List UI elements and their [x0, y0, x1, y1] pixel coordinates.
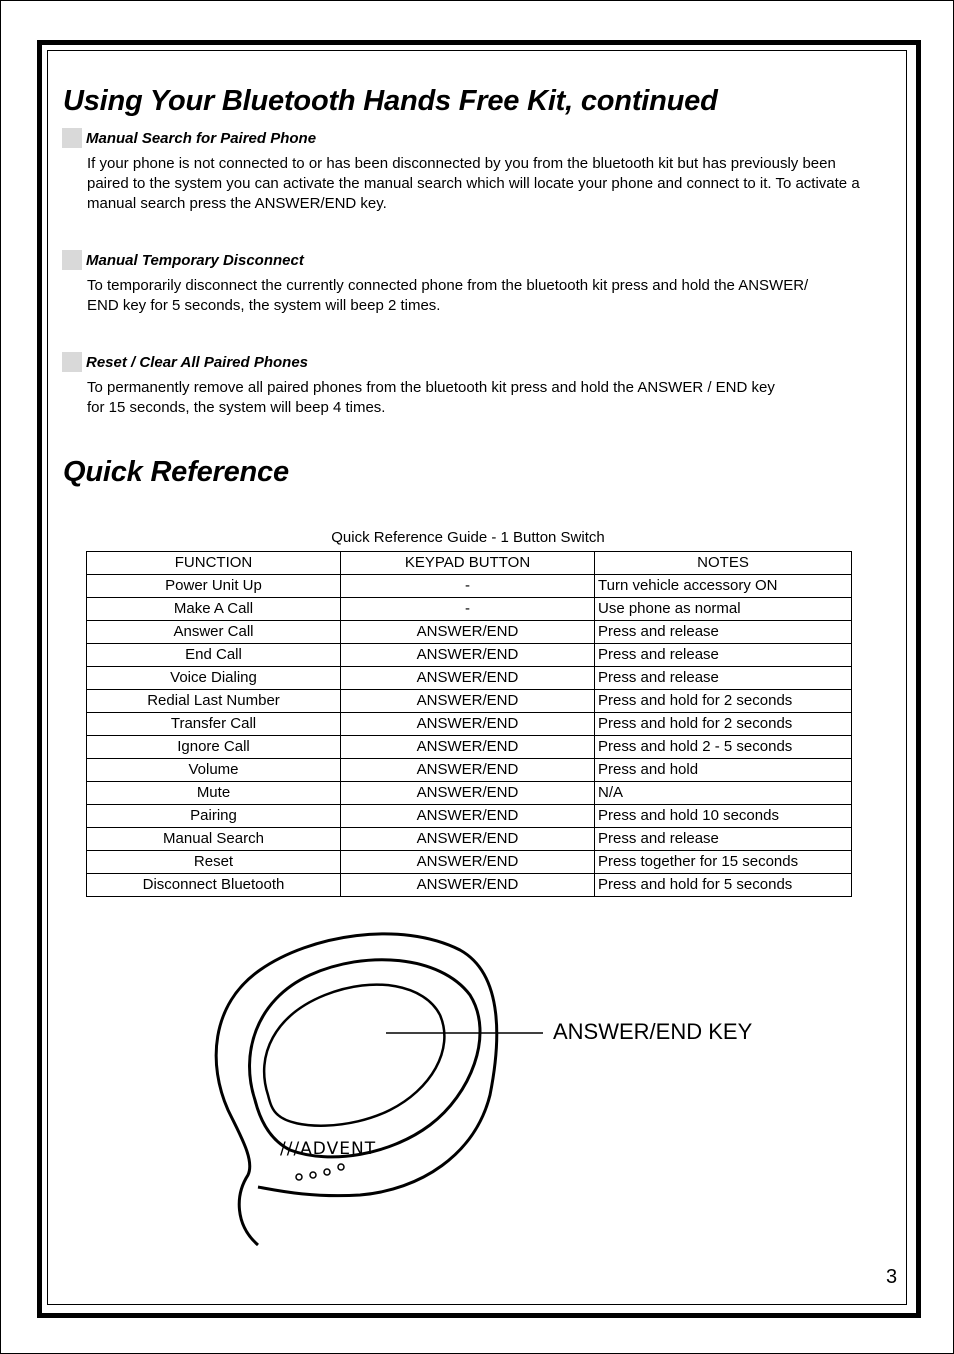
section-temporary-disconnect-header	[62, 250, 304, 270]
answer-end-key[interactable]	[264, 985, 444, 1126]
table-row	[87, 759, 852, 782]
column-header-notes: NOTES	[595, 552, 852, 575]
cell-notes: Press and hold	[595, 759, 852, 782]
cell-notes: Press and hold for 2 seconds	[595, 690, 852, 713]
section-title: Manual Temporary Disconnect	[86, 251, 304, 269]
cell-keypad-button: ANSWER/END	[341, 713, 595, 736]
table-row	[87, 828, 852, 851]
cell-function: Answer Call	[87, 621, 341, 644]
cell-notes: Press and release	[595, 667, 852, 690]
section-bullet-icon	[62, 250, 82, 270]
cell-keypad-button: ANSWER/END	[341, 828, 595, 851]
quick-reference-table	[86, 551, 852, 897]
cell-function: Mute	[87, 782, 341, 805]
section-title: Reset / Clear All Paired Phones	[86, 353, 309, 371]
section-manual-search-header	[62, 128, 316, 148]
cell-keypad-button: ANSWER/END	[341, 851, 595, 874]
text-line: END key for 5 seconds, the system will beep 2 times.	[87, 297, 441, 314]
page-heading: Using Your Bluetooth Hands Free Kit, continued	[63, 85, 718, 117]
bluetooth-device-illustration	[200, 925, 600, 1250]
table-row	[87, 713, 852, 736]
table-row	[87, 874, 852, 897]
cell-function: Make A Call	[87, 598, 341, 621]
cell-notes: Press and hold 10 seconds	[595, 805, 852, 828]
cell-keypad-button: ANSWER/END	[341, 667, 595, 690]
section-reset-header	[62, 352, 308, 372]
cell-keypad-button: ANSWER/END	[341, 759, 595, 782]
cell-keypad-button: -	[341, 575, 595, 598]
cell-function: Power Unit Up	[87, 575, 341, 598]
table-row	[87, 644, 852, 667]
cell-function: Volume	[87, 759, 341, 782]
text-line: To permanently remove all paired phones from the bluetooth kit press and hold the ANSWER / END key	[87, 379, 775, 396]
table-row	[87, 736, 852, 759]
cell-notes: Press and release	[595, 644, 852, 667]
cell-keypad-button: ANSWER/END	[341, 782, 595, 805]
section-bullet-icon	[62, 352, 82, 372]
indicator-led	[338, 1164, 344, 1170]
cell-notes: Press and hold 2 - 5 seconds	[595, 736, 852, 759]
text-line: If your phone is not connected to or has been disconnected by you from the bluetooth kit but has previously been	[87, 155, 836, 172]
device-inner-ring	[250, 960, 480, 1157]
cell-function: Pairing	[87, 805, 341, 828]
section-temporary-disconnect-text	[87, 276, 892, 316]
table-row	[87, 598, 852, 621]
indicator-led	[310, 1172, 316, 1178]
table-row	[87, 805, 852, 828]
table-body	[87, 575, 852, 897]
table-row	[87, 782, 852, 805]
cell-function: End Call	[87, 644, 341, 667]
column-header-keypad-button: KEYPAD BUTTON	[341, 552, 595, 575]
cell-function: Ignore Call	[87, 736, 341, 759]
cell-keypad-button: ANSWER/END	[341, 644, 595, 667]
text-line: paired to the system you can activate the manual search which will locate your phone and connect to it. To activate a	[87, 175, 860, 192]
text-line: To temporarily disconnect the currently connected phone from the bluetooth kit press and hold the ANSWER/	[87, 277, 809, 294]
table-row	[87, 851, 852, 874]
section-manual-search-text	[87, 154, 892, 214]
table-row	[87, 690, 852, 713]
cell-notes: Press and release	[595, 828, 852, 851]
page-number: 3	[886, 1266, 898, 1288]
cell-notes: Turn vehicle accessory ON	[595, 575, 852, 598]
quick-reference-heading: Quick Reference	[63, 456, 289, 488]
cell-keypad-button: -	[341, 598, 595, 621]
table-row	[87, 621, 852, 644]
section-reset-text	[87, 378, 892, 418]
indicator-led	[324, 1169, 330, 1175]
cell-notes: Use phone as normal	[595, 598, 852, 621]
section-bullet-icon	[62, 128, 82, 148]
cell-keypad-button: ANSWER/END	[341, 874, 595, 897]
table-row	[87, 667, 852, 690]
table-caption: Quick Reference Guide - 1 Button Switch	[331, 529, 605, 546]
text-line: manual search press the ANSWER/END key.	[87, 195, 387, 212]
table-header-row	[87, 552, 852, 575]
cell-function: Voice Dialing	[87, 667, 341, 690]
table-row	[87, 575, 852, 598]
cell-function: Reset	[87, 851, 341, 874]
cell-notes: Press and hold for 2 seconds	[595, 713, 852, 736]
cell-keypad-button: ANSWER/END	[341, 621, 595, 644]
cell-keypad-button: ANSWER/END	[341, 736, 595, 759]
brand-logo: ///ADVENT	[280, 1139, 377, 1159]
cell-notes: Press and release	[595, 621, 852, 644]
answer-end-key-label: ANSWER/END KEY	[553, 1019, 753, 1044]
cell-function: Redial Last Number	[87, 690, 341, 713]
section-title: Manual Search for Paired Phone	[86, 129, 317, 147]
indicator-led	[296, 1174, 302, 1180]
cell-keypad-button: ANSWER/END	[341, 690, 595, 713]
cell-function: Transfer Call	[87, 713, 341, 736]
text-line: for 15 seconds, the system will beep 4 times.	[87, 399, 386, 416]
column-header-function: FUNCTION	[87, 552, 341, 575]
cell-notes: Press together for 15 seconds	[595, 851, 852, 874]
cell-notes: Press and hold for 5 seconds	[595, 874, 852, 897]
cell-function: Disconnect Bluetooth	[87, 874, 341, 897]
cell-notes: N/A	[595, 782, 852, 805]
cell-function: Manual Search	[87, 828, 341, 851]
cell-keypad-button: ANSWER/END	[341, 805, 595, 828]
